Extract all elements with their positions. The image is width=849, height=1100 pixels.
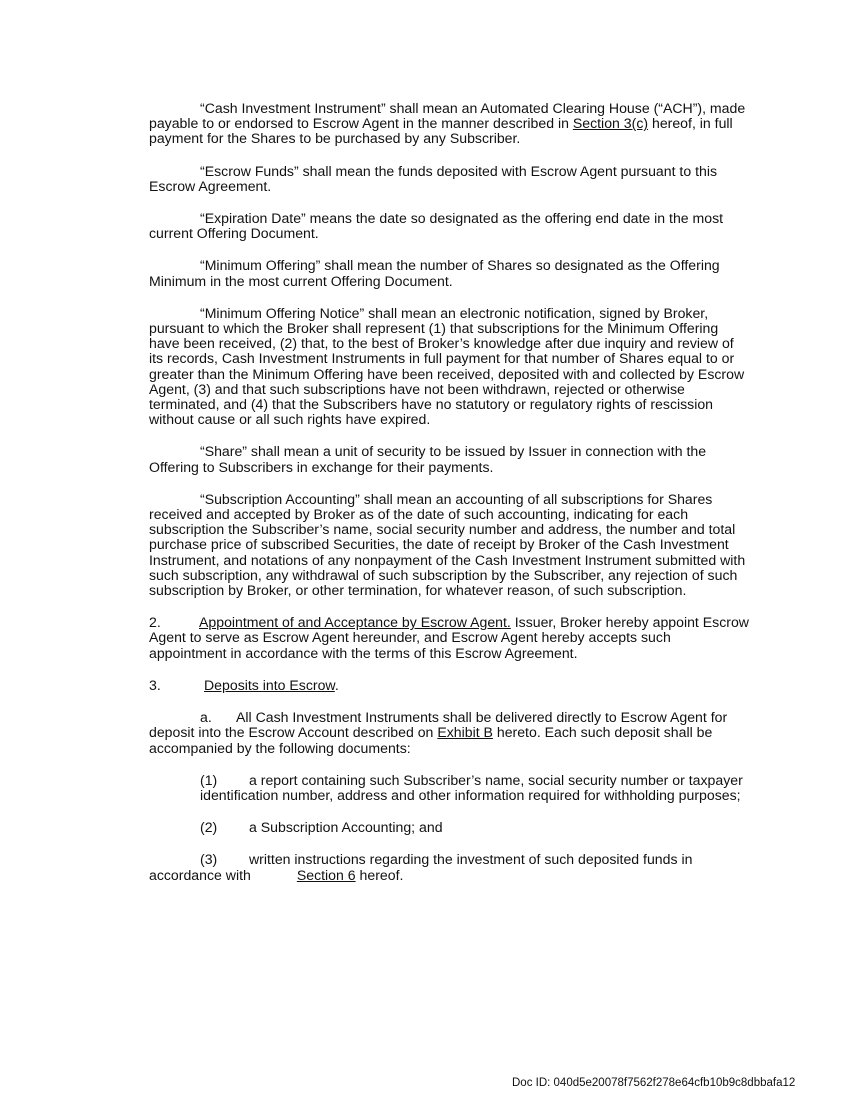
subsection-text: All Cash Investment Instruments shall be delivered directly to Escrow Agent for deposit into the Escrow Account described on xyxy=(149,709,728,741)
item-label: (3) xyxy=(200,851,218,868)
definition-subscription-accounting: “Subscription Accounting” shall mean an accounting of all subscriptions for Shares received and accepted by Broker as of the date of such accounting, indicating for each subscription the Subscriber’s name, social security number and address, the number and total purchase price of subscribed Securities, the date of receipt by Broker of the Cash Investment Instrument, and notations of any nonpayment of the Cash Investment Instrument submitted with such subscription, any withdrawal of such subscription by the Subscriber, any rejection of such subscription by Broker, or other termination, for whatever reason, of such subscription. xyxy=(149,490,746,599)
definition-minimum-offering-notice: “Minimum Offering Notice” shall mean an electronic notification, signed by Broker, pursuant to which the Broker shall represent (1) that subscriptions for the Minimum Offering have been received, (2) that, to the best of Broker’s knowledge after due inquiry and review of its records, Cash Investment Instruments in full payment for that number of Shares equal to or greater than the Minimum Offering have been received, deposited with and collected by Escrow Agent, (3) and that such subscriptions have not been withdrawn, rejected or otherwise terminated, and (4) that the Subscribers have no statutory or regulatory rights of rescission without cause or all such rights have expired. xyxy=(149,304,745,428)
subsection-label: a. xyxy=(200,709,212,726)
list-item xyxy=(149,852,749,882)
section-3-heading xyxy=(149,678,749,693)
item-text: hereof. xyxy=(355,866,404,883)
section-2 xyxy=(149,615,749,661)
section-3a xyxy=(149,710,749,756)
definition-expiration-date: “Expiration Date” means the date so designated as the offering end date in the most current Offering Document. xyxy=(149,210,724,242)
section-number: 3. xyxy=(149,676,161,693)
list-item xyxy=(200,820,749,835)
definition-text: hereof, in full payment for the Shares to be purchased by any Subscriber. xyxy=(149,115,733,147)
section-heading-period: . xyxy=(334,676,339,693)
item-label: (1) xyxy=(200,771,218,788)
section-heading: Deposits into Escrow xyxy=(204,676,335,693)
definition-escrow-funds: “Escrow Funds” shall mean the funds deposited with Escrow Agent pursuant to this Escrow Agreement. xyxy=(149,162,718,194)
section-3c-reference: Section 3(c) xyxy=(572,115,649,132)
section-body: Issuer, Broker hereby appoint Escrow Agent to serve as Escrow Agent hereunder, and Escrow Agent hereby accepts such appointment in accordance with the terms of this Escrow Agreement. xyxy=(149,614,749,661)
item-text: a report containing such Subscriber’s name, social security number or taxpayer identification number, address and other information required for withholding purposes; xyxy=(200,771,743,803)
definition-share: “Share” shall mean a unit of security to be issued by Issuer in connection with the Offering to Subscribers in exchange for their payments. xyxy=(149,443,707,475)
section-number: 2. xyxy=(149,614,161,631)
subsection-text: hereto. Each such deposit shall be accompanied by the following documents: xyxy=(149,724,713,756)
definition-minimum-offering: “Minimum Offering” shall mean the number of Shares so designated as the Offering Minimum in the most current Offering Document. xyxy=(149,257,720,289)
definition-cash-investment-instrument xyxy=(149,101,749,147)
list-item xyxy=(200,773,749,803)
definition-text: “Cash Investment Instrument” shall mean an Automated Clearing House (“ACH”), made payable to or endorsed to Escrow Agent in the manner described in xyxy=(149,100,746,132)
item-text: a Subscription Accounting; and xyxy=(249,819,443,836)
doc-id-footer: Doc ID: 040d5e20078f7562f278e64cfb10b9c8dbbafa12 xyxy=(512,1077,796,1089)
section-heading: Appointment of and Acceptance by Escrow Agent. xyxy=(199,614,511,631)
item-label: (2) xyxy=(200,819,218,836)
item-text: written instructions regarding the investment of such deposited funds in accordance with xyxy=(149,851,693,883)
document-body xyxy=(149,101,749,900)
exhibit-b-reference: Exhibit B xyxy=(437,724,493,741)
section-6-reference: Section 6 xyxy=(296,866,356,883)
